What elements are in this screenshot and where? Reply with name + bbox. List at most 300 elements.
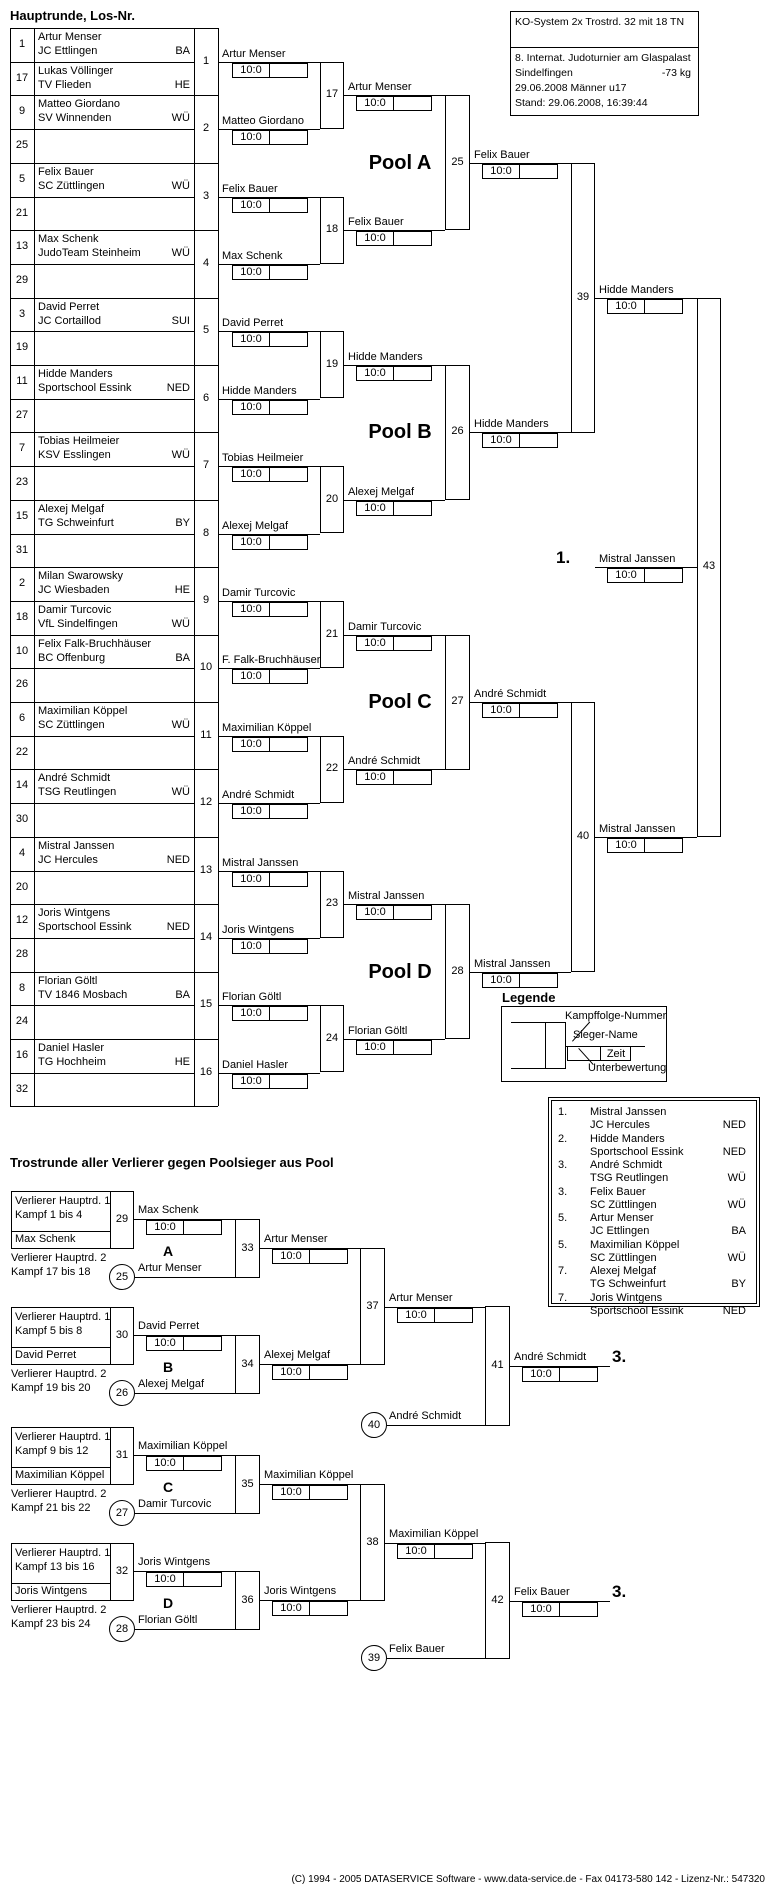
match-number: 34 (241, 1358, 254, 1370)
entry-los-number: 26 (15, 678, 29, 690)
result-club: SC Züttlingen (590, 1252, 657, 1264)
legend-line (511, 1022, 545, 1023)
score-box (232, 130, 308, 145)
entry-los-number: 4 (18, 847, 26, 859)
loser-source2-line2: Kampf 19 bis 20 (11, 1382, 91, 1394)
feed-name: André Schmidt (389, 1410, 462, 1422)
score-value: 10:0 (233, 603, 270, 616)
loser-source-line2: Kampf 9 bis 12 (15, 1445, 89, 1457)
entry-los-number: 8 (18, 982, 26, 994)
winner-name: F. Falk-Bruchhäuser (222, 654, 321, 666)
table-line (10, 500, 194, 501)
entry-los-number: 18 (15, 611, 29, 623)
score-time-cell (394, 367, 431, 380)
loser-source-line1: Verlierer Hauptrd. 1 (15, 1431, 111, 1443)
table-line (10, 163, 194, 164)
score-time-cell (270, 873, 307, 886)
score-value: 10:0 (398, 1309, 435, 1322)
entry-los-number: 31 (15, 544, 29, 556)
seed-name: Joris Wintgens (15, 1585, 88, 1597)
entry-los-number: 1 (18, 38, 26, 50)
score-box (356, 231, 432, 246)
winner-name: Florian Göltl (348, 1025, 408, 1037)
match-number: 5 (202, 324, 210, 336)
table-line (194, 230, 218, 231)
score-value: 10:0 (147, 1573, 184, 1586)
entry-club: TG Hochheim (38, 1056, 106, 1068)
legend-score-box (567, 1046, 631, 1061)
pool-letter-label: C (162, 1479, 174, 1495)
match-number: 17 (325, 88, 339, 100)
place-label: 1. (556, 548, 571, 567)
legend-line (511, 1068, 545, 1069)
score-box (272, 1485, 348, 1500)
entry-region: WÜ (171, 719, 190, 731)
table-line (10, 938, 194, 939)
score-box (356, 501, 432, 516)
winner-name: Hidde Manders (599, 284, 674, 296)
result-place: 2. (558, 1133, 568, 1145)
score-box (146, 1456, 222, 1471)
score-value: 10:0 (608, 839, 645, 852)
score-box (232, 669, 308, 684)
winner-name: Mistral Janssen (599, 553, 676, 565)
pool-letter-label: D (162, 1595, 174, 1611)
winner-name: Felix Bauer (348, 216, 404, 228)
winner-name: André Schmidt (514, 1351, 587, 1363)
result-region: WÜ (727, 1252, 746, 1264)
entry-los-number: 10 (15, 645, 29, 657)
table-line (10, 432, 194, 433)
entry-los-number: 23 (15, 476, 29, 488)
match-number: 35 (241, 1478, 254, 1490)
score-time-cell (270, 333, 307, 346)
match-number: 4 (202, 257, 210, 269)
winner-name: Felix Bauer (474, 149, 530, 161)
entry-los-number: 30 (15, 813, 29, 825)
table-line (10, 28, 194, 29)
pool-winner-name: Damir Turcovic (138, 1498, 212, 1510)
entry-name: Maximilian Köppel (38, 705, 128, 717)
entry-region: WÜ (171, 180, 190, 192)
score-value: 10:0 (483, 434, 520, 447)
entry-name: Daniel Hasler (38, 1042, 105, 1054)
result-place: 5. (558, 1212, 568, 1224)
score-value: 10:0 (357, 367, 394, 380)
score-time-cell (310, 1366, 347, 1379)
pool-letter-label: B (162, 1359, 174, 1375)
winner-name: Alexej Melgaf (222, 520, 289, 532)
winner-name: André Schmidt (222, 789, 295, 801)
event-title: 8. Internat. Judoturnier am Glaspalast (515, 52, 691, 64)
score-box (232, 332, 308, 347)
match-number: 43 (702, 560, 716, 572)
entry-name: Milan Swarowsky (38, 570, 123, 582)
entry-los-number: 3 (18, 308, 26, 320)
match-number: 19 (325, 358, 339, 370)
table-line (10, 871, 194, 872)
score-box (607, 568, 683, 583)
result-region: WÜ (727, 1172, 746, 1184)
entry-name: Lukas Völlinger (38, 65, 114, 77)
table-line (194, 635, 218, 636)
table-line (194, 904, 218, 905)
entry-club: TSG Reutlingen (38, 786, 117, 798)
entry-region: WÜ (171, 112, 190, 124)
entry-region: BA (175, 45, 190, 57)
legend-winner-label: Sieger-Name (573, 1029, 638, 1041)
score-value: 10:0 (233, 131, 270, 144)
result-club: Sportschool Essink (590, 1146, 684, 1158)
seed-name: David Perret (15, 1349, 77, 1361)
score-value: 10:0 (273, 1250, 310, 1263)
table-border (218, 28, 219, 1106)
score-time-cell (394, 1041, 431, 1054)
result-region: NED (722, 1305, 746, 1317)
score-box (232, 939, 308, 954)
score-value: 10:0 (233, 64, 270, 77)
table-line (10, 1073, 194, 1074)
score-value: 10:0 (147, 1457, 184, 1470)
match-number: 20 (325, 493, 339, 505)
score-value: 10:0 (233, 266, 270, 279)
match-number: 30 (115, 1329, 129, 1341)
pool-winner-name: Alexej Melgaf (138, 1378, 205, 1390)
pool-label: Pool D (368, 961, 432, 983)
event-weight-class: -73 kg (661, 67, 691, 79)
score-box (146, 1220, 222, 1235)
entry-name: Max Schenk (38, 233, 99, 245)
result-region: BY (731, 1278, 746, 1290)
result-region: WÜ (727, 1199, 746, 1211)
winner-name: Max Schenk (222, 250, 283, 262)
score-time-cell (560, 1368, 597, 1381)
match-number: 21 (325, 628, 339, 640)
winner-name: Tobias Heilmeier (222, 452, 304, 464)
score-time-cell (520, 974, 557, 987)
entry-los-number: 27 (15, 409, 29, 421)
entry-los-number: 20 (15, 881, 29, 893)
table-line (10, 668, 194, 669)
table-line (194, 500, 218, 501)
table-line (10, 264, 194, 265)
score-box (232, 804, 308, 819)
entry-name: Tobias Heilmeier (38, 435, 120, 447)
score-value: 10:0 (233, 199, 270, 212)
score-box (232, 265, 308, 280)
score-box (232, 602, 308, 617)
loser-source-line2: Kampf 5 bis 8 (15, 1325, 83, 1337)
score-time-cell (310, 1250, 347, 1263)
legend-time-label: Zeit (606, 1048, 626, 1060)
table-line (10, 365, 194, 366)
match-number: 3 (202, 190, 210, 202)
winner-name: Matteo Giordano (222, 115, 304, 127)
score-value: 10:0 (357, 771, 394, 784)
loser-source2-line2: Kampf 17 bis 18 (11, 1266, 91, 1278)
entry-name: Matteo Giordano (38, 98, 120, 110)
loser-source2-line1: Verlierer Hauptrd. 2 (11, 1488, 107, 1500)
place-label: 3. (612, 1347, 627, 1366)
score-time-cell (270, 131, 307, 144)
winner-name: André Schmidt (474, 688, 547, 700)
entry-club: JC Ettlingen (38, 45, 98, 57)
winner-name: Maximilian Köppel (264, 1469, 354, 1481)
match-number: 18 (325, 223, 339, 235)
match-number: 41 (491, 1359, 504, 1371)
score-value: 10:0 (233, 805, 270, 818)
score-time-cell (270, 738, 307, 751)
match-number: 15 (199, 998, 213, 1010)
result-name: Joris Wintgens (590, 1292, 663, 1304)
result-club: TG Schweinfurt (590, 1278, 666, 1290)
entry-region: HE (174, 584, 190, 596)
entry-name: Damir Turcovic (38, 604, 112, 616)
score-value: 10:0 (273, 1602, 310, 1615)
match-number: 39 (576, 291, 590, 303)
score-value: 10:0 (523, 1603, 560, 1616)
pool-winner-name: Artur Menser (138, 1262, 202, 1274)
score-box (232, 63, 308, 78)
score-box (356, 905, 432, 920)
score-time-cell (394, 502, 431, 515)
entry-los-number: 12 (15, 914, 29, 926)
score-time-cell (520, 434, 557, 447)
score-value: 10:0 (357, 502, 394, 515)
loser-source2-line2: Kampf 23 bis 24 (11, 1618, 91, 1630)
winner-name: Mistral Janssen (222, 857, 299, 869)
match-number: 29 (115, 1213, 129, 1225)
pool-winner-name: Florian Göltl (138, 1614, 198, 1626)
score-value: 10:0 (233, 468, 270, 481)
score-value: 10:0 (273, 1366, 310, 1379)
score-box (522, 1367, 598, 1382)
winner-name: Artur Menser (264, 1233, 328, 1245)
score-box (232, 467, 308, 482)
entry-name: Felix Bauer (38, 166, 94, 178)
score-value: 10:0 (233, 670, 270, 683)
score-time-cell (184, 1573, 221, 1586)
match-number: 6 (202, 392, 210, 404)
main-bracket-title: Hauptrunde, Los-Nr. (10, 8, 135, 23)
system-info-box (510, 11, 699, 48)
match-number: 16 (199, 1066, 213, 1078)
entry-los-number: 7 (18, 442, 26, 454)
entry-name: Alexej Melgaf (38, 503, 105, 515)
entry-region: HE (174, 79, 190, 91)
winner-line (387, 1425, 485, 1426)
score-time-cell (270, 266, 307, 279)
winner-name: Mistral Janssen (348, 890, 425, 902)
entry-club: Sportschool Essink (38, 921, 132, 933)
winner-name: David Perret (222, 317, 284, 329)
table-line (194, 163, 218, 164)
loser-source-divider (11, 1347, 110, 1348)
entry-region: WÜ (171, 786, 190, 798)
winner-name: Hidde Manders (348, 351, 423, 363)
entry-los-number: 2 (18, 577, 26, 589)
table-line (194, 972, 218, 973)
entry-los-number: 22 (15, 746, 29, 758)
score-box (232, 198, 308, 213)
score-box (232, 535, 308, 550)
match-number: 24 (325, 1032, 339, 1044)
winner-name: Damir Turcovic (222, 587, 296, 599)
score-box (356, 636, 432, 651)
table-line (10, 567, 194, 568)
winner-name: Joris Wintgens (222, 924, 295, 936)
winner-line (135, 1393, 235, 1394)
score-value: 10:0 (357, 1041, 394, 1054)
score-time-cell (645, 569, 682, 582)
entry-name: Florian Göltl (38, 975, 98, 987)
match-number: 36 (241, 1594, 254, 1606)
entry-club: SC Züttlingen (38, 180, 105, 192)
table-line (10, 601, 194, 602)
match-number: 7 (202, 459, 210, 471)
table-line (194, 1106, 218, 1107)
result-club: Sportschool Essink (590, 1305, 684, 1317)
entry-name: Joris Wintgens (38, 907, 111, 919)
score-box (146, 1572, 222, 1587)
score-value: 10:0 (608, 569, 645, 582)
winner-name: Artur Menser (348, 81, 412, 93)
score-value: 10:0 (357, 906, 394, 919)
entry-los-number: 11 (16, 375, 28, 387)
result-club: SC Züttlingen (590, 1199, 657, 1211)
entry-name: Mistral Janssen (38, 840, 115, 852)
match-number: 25 (451, 156, 464, 168)
result-name: André Schmidt (590, 1159, 663, 1171)
score-value: 10:0 (608, 300, 645, 313)
system-info-text: KO-System 2x Trostrd. 32 mit 18 TN (515, 16, 685, 28)
entry-club: JC Cortaillod (38, 315, 101, 327)
entry-club: JC Wiesbaden (38, 584, 110, 596)
score-time-cell (310, 1602, 347, 1615)
score-value: 10:0 (483, 704, 520, 717)
table-line (10, 1106, 194, 1107)
score-box (482, 433, 558, 448)
match-number: 12 (199, 796, 213, 808)
table-line (10, 129, 194, 130)
entry-region: WÜ (171, 247, 190, 259)
result-name: Alexej Melgaf (590, 1265, 657, 1277)
winner-name: Daniel Hasler (222, 1059, 289, 1071)
score-value: 10:0 (357, 232, 394, 245)
score-value: 10:0 (233, 333, 270, 346)
score-box (482, 164, 558, 179)
score-box (232, 737, 308, 752)
consolation-title: Trostrunde aller Verlierer gegen Poolsieger aus Pool (10, 1155, 334, 1170)
winner-name: Joris Wintgens (264, 1585, 337, 1597)
score-box (397, 1308, 473, 1323)
feed-circle: 40 (361, 1412, 387, 1438)
match-number: 13 (199, 864, 213, 876)
entry-los-number: 32 (15, 1083, 29, 1095)
loser-source2-line1: Verlierer Hauptrd. 2 (11, 1252, 107, 1264)
table-line (194, 702, 218, 703)
winner-name: Mistral Janssen (474, 958, 551, 970)
table-line (10, 298, 194, 299)
entry-name: Felix Falk-Bruchhäuser (38, 638, 152, 650)
legend-subscore-label: Unterbewertung (588, 1062, 667, 1074)
event-stand-timestamp: Stand: 29.06.2008, 16:39:44 (515, 97, 648, 109)
loser-source2-line1: Verlierer Hauptrd. 2 (11, 1604, 107, 1616)
pool-label: Pool A (368, 152, 432, 174)
entry-los-number: 6 (18, 712, 26, 724)
score-time-cell (270, 1075, 307, 1088)
match-number: 28 (451, 965, 464, 977)
footer-credit: (C) 1994 - 2005 DATASERVICE Software - www.data-service.de - Fax 04173-580 142 - Lizenz-Nr.: 547320 (291, 1874, 765, 1885)
result-region: BA (731, 1225, 746, 1237)
score-time-cell (435, 1309, 472, 1322)
score-value: 10:0 (233, 738, 270, 751)
score-value: 10:0 (523, 1368, 560, 1381)
score-time-cell (270, 940, 307, 953)
entry-club: TV 1846 Mosbach (38, 989, 128, 1001)
match-number: 31 (115, 1449, 129, 1461)
table-line (10, 803, 194, 804)
loser-source-line2: Kampf 13 bis 16 (15, 1561, 95, 1573)
winner-name: Florian Göltl (222, 991, 282, 1003)
winner-name: Maximilian Köppel (389, 1528, 479, 1540)
entry-club: KSV Esslingen (38, 449, 111, 461)
score-time-cell (270, 401, 307, 414)
score-value: 10:0 (233, 940, 270, 953)
score-value: 10:0 (483, 165, 520, 178)
seed-circle: 26 (109, 1380, 135, 1406)
entry-region: WÜ (171, 618, 190, 630)
entry-region: BY (175, 517, 190, 529)
score-value: 10:0 (273, 1486, 310, 1499)
score-time-cell (435, 1545, 472, 1558)
score-time-cell (394, 97, 431, 110)
table-line (10, 736, 194, 737)
legend-title: Legende (502, 990, 556, 1005)
table-line (10, 534, 194, 535)
winner-line (135, 1513, 235, 1514)
score-time-cell (560, 1603, 597, 1616)
entry-club: JudoTeam Steinheim (38, 247, 141, 259)
score-time-cell (520, 165, 557, 178)
winner-name: Hidde Manders (222, 385, 297, 397)
score-time-cell (394, 232, 431, 245)
table-line (194, 837, 218, 838)
winner-name: Mistral Janssen (599, 823, 676, 835)
match-number: 9 (202, 594, 210, 606)
entry-region: SUI (171, 315, 190, 327)
table-line (10, 1039, 194, 1040)
entry-los-number: 24 (15, 1015, 29, 1027)
table-line (10, 904, 194, 905)
entry-club: Sportschool Essink (38, 382, 132, 394)
table-line (194, 769, 218, 770)
feed-name: Felix Bauer (389, 1643, 445, 1655)
score-box (356, 1040, 432, 1055)
table-line (10, 702, 194, 703)
entry-los-number: 16 (15, 1049, 29, 1061)
score-value: 10:0 (398, 1545, 435, 1558)
match-number: 23 (325, 897, 339, 909)
score-time-cell (394, 906, 431, 919)
score-time-cell (310, 1486, 347, 1499)
score-box (232, 400, 308, 415)
match-number: 33 (241, 1242, 254, 1254)
score-box (232, 1006, 308, 1021)
result-club: JC Ettlingen (590, 1225, 650, 1237)
loser-source-divider (11, 1583, 110, 1584)
table-line (10, 399, 194, 400)
